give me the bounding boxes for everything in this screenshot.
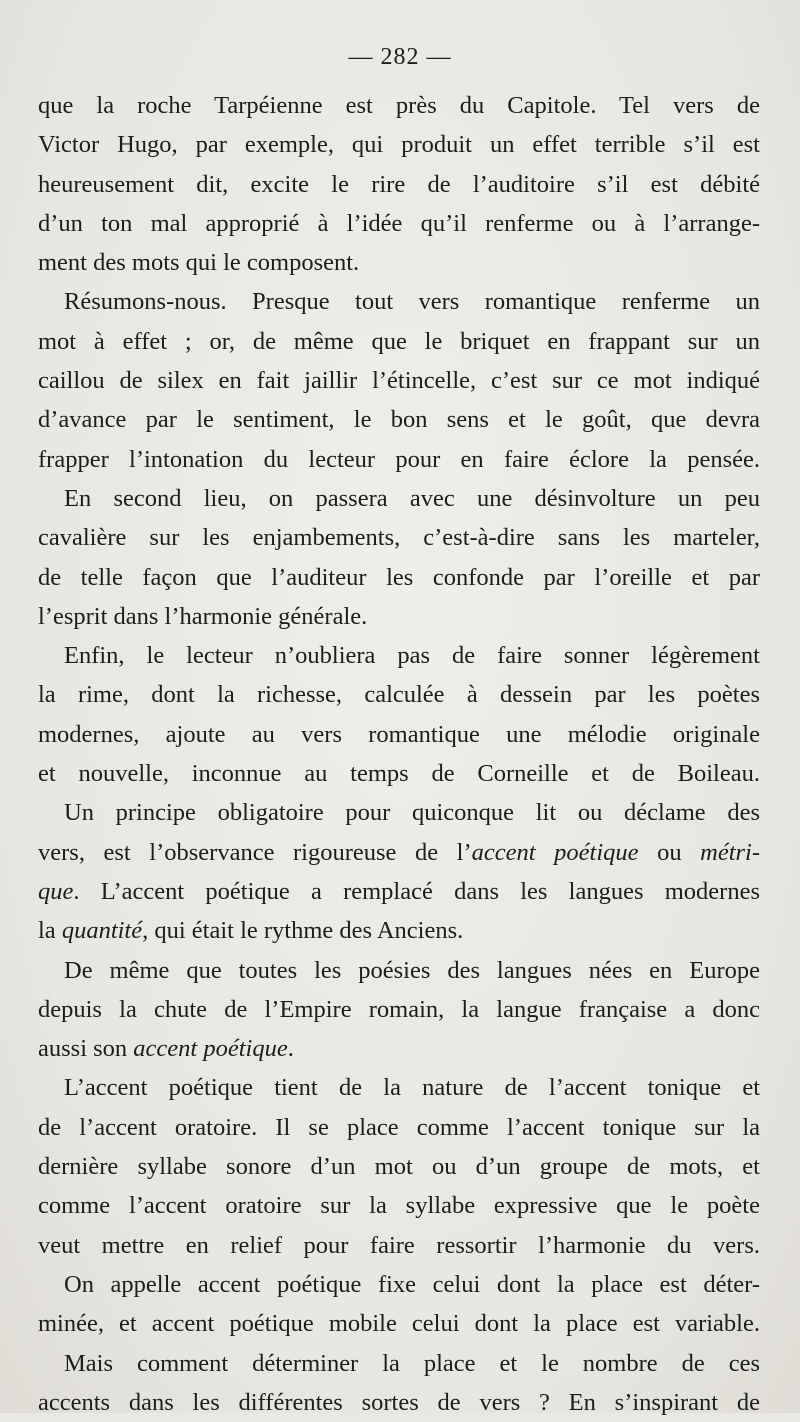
text-run: la	[38, 917, 62, 945]
text-line: On appelle accent poétique fixe celui dont la place est déter-	[64, 1270, 760, 1298]
text-line: minée, et accent poétique mobile celui dont la place est variable.	[38, 1310, 760, 1338]
italic-term: que	[38, 877, 74, 905]
italic-term: quantité	[61, 917, 143, 945]
text-line: la rime, dont la richesse, calculée à dessein par les poètes	[38, 681, 760, 709]
text-run: , qui était le rythme des Anciens.	[142, 917, 464, 945]
page-number: — 282 —	[348, 44, 452, 70]
text-line: modernes, ajoute au vers romantique une mélodie originale	[38, 720, 760, 748]
text-line: de l’accent oratoire. Il se place comme l’accent tonique sur la	[38, 1113, 760, 1141]
text-line: ment des mots qui le composent.	[38, 249, 360, 277]
text-run: . L’accent poétique a remplacé dans les langues modernes	[73, 877, 760, 905]
text-line: l’esprit dans l’harmonie générale.	[38, 602, 368, 630]
body-text	[38, 86, 760, 1422]
text-line: Enfin, le lecteur n’oubliera pas de faire sonner légèrement	[64, 642, 760, 670]
text-line: De même que toutes les poésies des langues nées en Europe	[64, 956, 760, 984]
text-line	[38, 1029, 760, 1068]
text-line: cavalière sur les enjambements, c’est-à-dire sans les marteler,	[38, 524, 760, 552]
text-line: mot à effet ; or, de même que le briquet en frappant sur un	[38, 327, 760, 355]
text-run: vers, est l’observance rigoureuse de l’	[38, 838, 472, 866]
text-run: aussi son	[38, 1035, 134, 1063]
text-line: caillou de silex en fait jaillir l’étincelle, c’est sur ce mot indiqué	[38, 367, 760, 395]
italic-term: métri-	[700, 838, 761, 866]
text-line	[38, 833, 760, 872]
text-line: frapper l’intonation du lecteur pour en faire éclore la pensée.	[38, 445, 760, 473]
text-line: d’avance par le sentiment, le bon sens et le goût, que devra	[38, 406, 760, 434]
text-line: comme l’accent oratoire sur la syllabe expressive que le poète	[38, 1192, 760, 1220]
text-line: dernière syllabe sonore d’un mot ou d’un groupe de mots, et	[38, 1153, 760, 1181]
text-line: d’un ton mal approprié à l’idée qu’il renferme ou à l’arrange-	[38, 209, 760, 237]
text-line	[38, 911, 760, 950]
text-line: et nouvelle, inconnue au temps de Corneille et de Boileau.	[38, 760, 760, 788]
text-run: ou	[638, 838, 701, 866]
text-line: accents dans les différentes sortes de vers ? En s’inspirant de	[38, 1388, 760, 1416]
text-line: que la roche Tarpéienne est près du Capitole. Tel vers de	[38, 92, 760, 119]
text-line: Résumons-nous. Presque tout vers romantique renferme un	[64, 288, 760, 316]
text-line: veut mettre en relief pour faire ressortir l’harmonie du vers.	[38, 1231, 760, 1259]
text-line: depuis la chute de l’Empire romain, la langue française a donc	[38, 995, 760, 1023]
text-line: En second lieu, on passera avec une désinvolture un peu	[64, 484, 760, 512]
text-line: de telle façon que l’auditeur les confonde par l’oreille et par	[38, 563, 760, 591]
text-line: heureusement dit, excite le rire de l’auditoire s’il est débité	[38, 170, 760, 198]
text-run: .	[287, 1035, 294, 1063]
text-line: Victor Hugo, par exemple, qui produit un effet terrible s’il est	[38, 131, 760, 159]
text-line: Un principe obligatoire pour quiconque lit ou déclame des	[64, 799, 760, 827]
text-line: Mais comment déterminer la place et le nombre de ces	[64, 1349, 760, 1377]
italic-term: accent poétique	[471, 838, 639, 866]
italic-term: accent poétique	[133, 1035, 288, 1063]
text-line	[38, 872, 760, 911]
text-line: L’accent poétique tient de la nature de l’accent tonique et	[64, 1074, 760, 1102]
